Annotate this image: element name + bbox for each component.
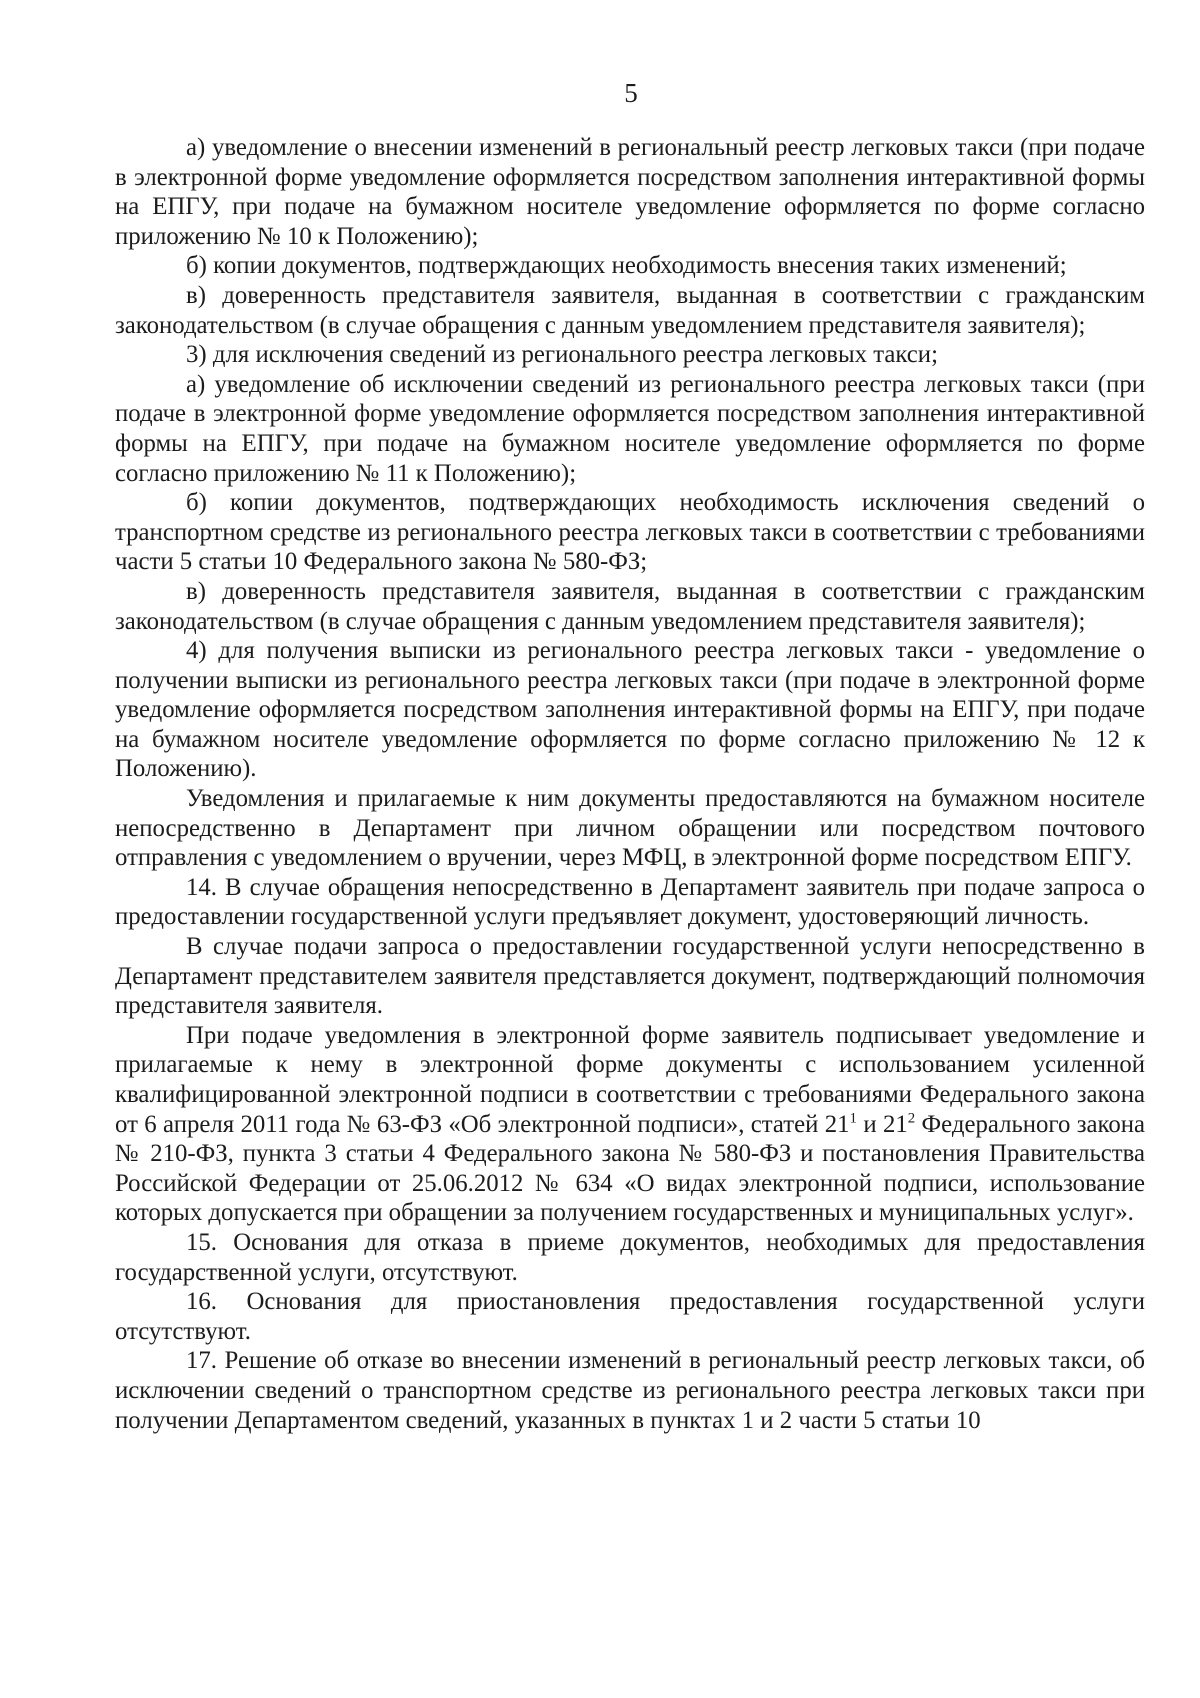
paragraph-item-17: 17. Решение об отказе во внесении изменений в региональный реестр легковых такси, об исключении сведений о транспортном средстве из регионального реестра легковых такси при получении Департаментом сведений, указанных в пунктах 1 и 2 части 5 статьи 10 <box>115 1347 1145 1434</box>
signature-text-part-1: При подаче уведомления в электронной форме заявитель подписывает уведомление и прилагаемые к нему в электронной форме документы с использованием усиленной квалифицированной электронной подписи в соответствии с требованиями Федерального закона от 6 апреля 2011 года № 63-ФЗ «Об электронной подписи», статей 21 <box>115 1021 1145 1138</box>
paragraph-electronic-signature <box>115 1021 1145 1228</box>
superscript-1: 1 <box>849 1110 857 1127</box>
page-number: 5 <box>624 78 638 108</box>
paragraph-submission-methods: Уведомления и прилагаемые к ним документы предоставляются на бумажном носителе непосредственно в Департамент при личном обращении или посредством почтового отправления с уведомлением о вручении, через МФЦ, в электронной форме посредством ЕПГУ. <box>115 785 1145 872</box>
signature-text-part-3: Федерального закона № 210-ФЗ, пункта 3 статьи 4 Федерального закона № 580-ФЗ и постановления Правительства Российской Федерации от 25.06.2012 № 634 «О видах электронной подписи, использование которых допускается при обращении за получением государственных и муниципальных услуг». <box>115 1110 1145 1227</box>
paragraph-extract: 4) для получения выписки из регионального реестра легковых такси - уведомление о получении выписки из регионального реестра легковых такси (при подаче в электронной форме уведомление оформляется посредством заполнения интерактивной формы на ЕПГУ, при подаче на бумажном носителе уведомление оформляется по форме согласно приложению № 12 к Положению). <box>115 637 1145 783</box>
paragraph-power-of-attorney-exclusion: в) доверенность представителя заявителя, выданная в соответствии с гражданским законодательством (в случае обращения с данным уведомлением представителя заявителя); <box>115 577 1145 635</box>
paragraph-exclusion-heading: 3) для исключения сведений из регионального реестра легковых такси; <box>186 341 938 369</box>
document-body <box>115 133 1145 1435</box>
superscript-2: 2 <box>907 1110 916 1127</box>
paragraph-item-15: 15. Основания для отказа в приеме документов, необходимых для предоставления государственной услуги, отсутствуют. <box>115 1228 1145 1286</box>
paragraph-item-16: 16. Основания для приостановления предоставления государственной услуги отсутствуют. <box>115 1288 1145 1345</box>
paragraph-representative: В случае подачи запроса о предоставлении государственной услуги непосредственно в Департамент представителем заявителя представляется документ, подтверждающий полномочия представителя заявителя. <box>115 933 1145 1020</box>
paragraph-notice-exclusion: а) уведомление об исключении сведений из регионального реестра легковых такси (при подаче в электронной форме уведомление оформляется посредством заполнения интерактивной формы на ЕПГУ, при подаче на бумажном носителе уведомление оформляется по форме согласно приложению № 11 к Положению); <box>115 370 1145 487</box>
signature-text-part-2: и 21 <box>856 1110 908 1138</box>
paragraph-copies-changes: б) копии документов, подтверждающих необходимость внесения таких изменений; <box>186 252 1067 280</box>
paragraph-power-of-attorney: в) доверенность представителя заявителя, выданная в соответствии с гражданским законодательством (в случае обращения с данным уведомлением представителя заявителя); <box>115 281 1145 339</box>
paragraph-copies-exclusion: б) копии документов, подтверждающих необходимость исключения сведений о транспортном средстве из регионального реестра легковых такси в соответствии с требованиями части 5 статьи 10 Федерального закона № 580-ФЗ; <box>115 489 1145 576</box>
paragraph-notice-changes: а) уведомление о внесении изменений в региональный реестр легковых такси (при подаче в электронной форме уведомление оформляется посредством заполнения интерактивной формы на ЕПГУ, при подаче на бумажном носителе уведомление оформляется по форме согласно приложению № 10 к Положению); <box>115 134 1145 250</box>
paragraph-item-14: 14. В случае обращения непосредственно в Департамент заявитель при подаче запроса о предоставлении государственной услуги предъявляет документ, удостоверяющий личность. <box>115 873 1145 931</box>
